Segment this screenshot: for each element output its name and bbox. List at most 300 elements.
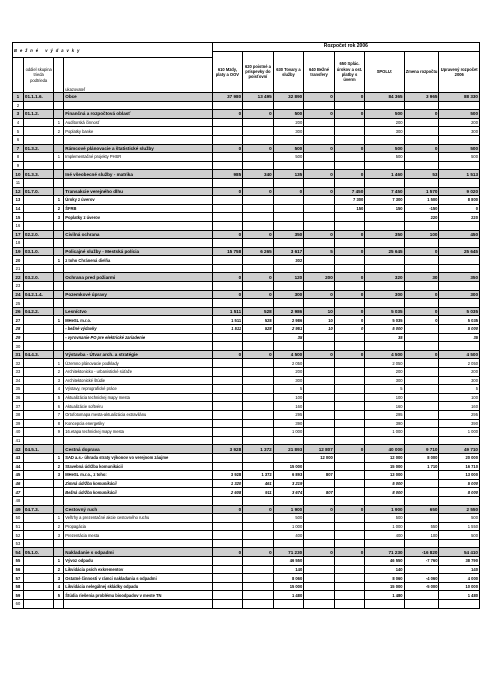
value-zmena: 30 — [404, 273, 439, 282]
value-650 — [334, 221, 365, 230]
value-630: 135 — [273, 170, 304, 179]
value-610: 1 511 — [212, 316, 243, 325]
item-name: Lesníctvo — [64, 307, 212, 316]
value-upraveny: 5 000 — [439, 479, 480, 488]
value-620 — [243, 153, 274, 162]
value-upraveny — [439, 239, 480, 248]
value-630: 15 000 — [273, 582, 304, 591]
value-630 — [273, 239, 304, 248]
value-650 — [334, 565, 365, 574]
value-650 — [334, 539, 365, 548]
value-650 — [334, 557, 365, 566]
item-name: Veľtrhy a prezentačné akcie cestovného ruchu — [64, 514, 212, 523]
value-650 — [334, 531, 365, 540]
value-630 — [273, 600, 304, 609]
value-640 — [304, 282, 335, 291]
value-640 — [304, 514, 335, 523]
value-640 — [304, 565, 335, 574]
value-640: 0 — [304, 350, 335, 359]
section-code — [23, 419, 54, 428]
section-code — [23, 522, 54, 531]
value-zmena: -16 820 — [404, 548, 439, 557]
value-620: 340 — [243, 170, 274, 179]
value-610 — [212, 178, 243, 187]
item-name: Likvidácia psích exkrementov — [64, 565, 212, 574]
value-620 — [243, 410, 274, 419]
value-zmena — [404, 359, 439, 368]
value-zmena: 0 — [404, 316, 439, 325]
table-row — [13, 264, 480, 273]
value-610 — [212, 118, 243, 127]
table-row — [13, 436, 480, 445]
table-row — [13, 325, 480, 334]
item-name: Aktualizácie softvéru — [64, 402, 212, 411]
value-zmena — [404, 402, 439, 411]
value-650 — [334, 376, 365, 385]
value-610 — [212, 282, 243, 291]
table-row — [13, 213, 480, 222]
value-upraveny: 88 330 — [439, 93, 480, 102]
value-620: 1 372 — [243, 471, 274, 480]
value-620 — [243, 574, 274, 583]
value-610: 0 — [212, 290, 243, 299]
value-640: 0 — [304, 290, 335, 299]
value-650 — [334, 239, 365, 248]
value-upraveny: 10 000 — [439, 582, 480, 591]
item-number — [54, 221, 64, 230]
value-650: 0 — [334, 247, 365, 256]
value-630: 500 — [273, 144, 304, 153]
item-number: 3 — [54, 213, 64, 222]
value-spolu: 71 230 — [365, 548, 404, 557]
value-650 — [334, 385, 365, 394]
section-code — [23, 574, 54, 583]
item-number — [54, 496, 64, 505]
col-630-head: 630 Tovary a služby — [273, 51, 304, 92]
row-number: 46 — [13, 479, 24, 488]
row-number: 56 — [13, 565, 24, 574]
table-row — [13, 376, 480, 385]
value-620: 6 265 — [243, 247, 274, 256]
item-number: 1 — [54, 316, 64, 325]
table-row — [13, 514, 480, 523]
value-640 — [304, 410, 335, 419]
value-610 — [212, 299, 243, 308]
value-zmena — [404, 282, 439, 291]
item-name: Pozemkové úpravy — [64, 290, 212, 299]
value-upraveny: 100 — [439, 393, 480, 402]
section-code — [23, 118, 54, 127]
row-number: 57 — [13, 574, 24, 583]
item-number — [54, 135, 64, 144]
value-spolu: 390 — [365, 419, 404, 428]
value-630: 160 — [273, 402, 304, 411]
item-name — [64, 282, 212, 291]
item-number: 2 — [54, 565, 64, 574]
value-spolu: 8 000 — [365, 488, 404, 497]
value-zmena — [404, 135, 439, 144]
table-row — [13, 565, 480, 574]
value-640 — [304, 101, 335, 110]
value-upraveny: 13 000 — [439, 471, 480, 480]
value-630 — [273, 539, 304, 548]
section-code — [23, 239, 54, 248]
value-upraveny — [439, 600, 480, 609]
table-row — [13, 230, 480, 239]
table-row — [13, 221, 480, 230]
value-upraveny — [439, 221, 480, 230]
item-name: Obce — [64, 93, 212, 102]
table-row — [13, 428, 480, 437]
value-610 — [212, 557, 243, 566]
item-number: 3 — [54, 531, 64, 540]
value-610 — [212, 428, 243, 437]
item-number: 1 — [54, 256, 64, 265]
value-spolu: 7 450 — [365, 187, 404, 196]
value-630: 6 893 — [273, 471, 304, 480]
value-640 — [304, 591, 335, 600]
value-610 — [212, 196, 243, 205]
value-640 — [304, 204, 335, 213]
value-zmena — [404, 600, 439, 609]
section-code — [23, 161, 54, 170]
value-610 — [212, 531, 243, 540]
value-640: 200 — [304, 273, 335, 282]
item-number — [54, 479, 64, 488]
value-upraveny: 1 000 — [439, 428, 480, 437]
value-zmena — [404, 514, 439, 523]
value-zmena: 0 — [404, 247, 439, 256]
section-code — [23, 368, 54, 377]
item-name: Ostatné činnosti v rámci nakladania s odpadmi — [64, 574, 212, 583]
row-number: 8 — [13, 153, 24, 162]
item-name: Prezentácia mesta — [64, 531, 212, 540]
value-630: 35 — [273, 333, 304, 342]
item-name — [64, 161, 212, 170]
value-zmena — [404, 488, 439, 497]
item-name: Policajné služby - Mestská polícia — [64, 247, 212, 256]
value-610 — [212, 574, 243, 583]
item-number — [54, 548, 64, 557]
value-610 — [212, 101, 243, 110]
item-number — [54, 539, 64, 548]
value-610: 2 608 — [212, 488, 243, 497]
value-640 — [304, 359, 335, 368]
value-spolu: 1 900 — [365, 505, 404, 514]
value-upraveny: 49 710 — [439, 445, 480, 454]
value-610: 0 — [212, 230, 243, 239]
col-spolu-head: SPOLU: — [365, 51, 404, 92]
value-640 — [304, 419, 335, 428]
value-630 — [273, 196, 304, 205]
item-name: Iné všeobecné služby - matrika — [64, 170, 212, 179]
value-zmena: 9 710 — [404, 445, 439, 454]
row-number: 14 — [13, 204, 24, 213]
value-640 — [304, 479, 335, 488]
value-610 — [212, 462, 243, 471]
item-name: Finančná a rozpočtová oblasť — [64, 110, 212, 119]
value-630: 1 000 — [273, 522, 304, 531]
value-upraveny: 8 000 — [439, 488, 480, 497]
value-spolu: 5 — [365, 385, 404, 394]
table-row — [13, 161, 480, 170]
value-610 — [212, 264, 243, 273]
table-row — [13, 170, 480, 179]
item-name: Koncepcia energetiky — [64, 419, 212, 428]
value-650 — [334, 410, 365, 419]
value-spolu: 46 550 — [365, 557, 404, 566]
row-number: 55 — [13, 557, 24, 566]
item-number: 1 — [54, 196, 64, 205]
value-630: 3 219 — [273, 479, 304, 488]
value-zmena: -7 760 — [404, 557, 439, 566]
item-number: 7 — [54, 410, 64, 419]
value-640 — [304, 428, 335, 437]
value-spolu: 500 — [365, 144, 404, 153]
value-630: 1 900 — [273, 505, 304, 514]
row-number: 36 — [13, 393, 24, 402]
value-620 — [243, 565, 274, 574]
value-upraveny: 295 — [439, 410, 480, 419]
value-650 — [334, 256, 365, 265]
section-code — [23, 582, 54, 591]
value-upraveny: 8 800 — [439, 196, 480, 205]
item-number: 4 — [54, 385, 64, 394]
item-number — [54, 264, 64, 273]
row-number: 38 — [13, 410, 24, 419]
value-640: 0 — [304, 93, 335, 102]
item-name: Nakladanie s odpadmi — [64, 548, 212, 557]
value-zmena — [404, 591, 439, 600]
table-row — [13, 93, 480, 102]
item-name: Rámcové plánovacie a štatistické služby — [64, 144, 212, 153]
row-number: 16 — [13, 221, 24, 230]
value-640 — [304, 462, 335, 471]
section-code — [23, 402, 54, 411]
value-650: 0 — [334, 230, 365, 239]
value-zmena — [404, 299, 439, 308]
table-row — [13, 299, 480, 308]
item-name: Civilná ochrana — [64, 230, 212, 239]
item-name: MHeSL m.r.o., z toho: — [64, 471, 212, 480]
section-code — [23, 299, 54, 308]
value-zmena — [404, 419, 439, 428]
col-620-head: 620 poistné a príspevky do poisťovní — [243, 51, 274, 92]
item-name: Cestovný ruch — [64, 505, 212, 514]
value-upraveny: 140 — [439, 565, 480, 574]
value-upraveny: 300 — [439, 127, 480, 136]
table-row — [13, 496, 480, 505]
value-upraveny: 20 000 — [439, 453, 480, 462]
item-name: Poplatky banke — [64, 127, 212, 136]
item-number: 5 — [54, 393, 64, 402]
value-650 — [334, 453, 365, 462]
value-640 — [304, 118, 335, 127]
table-row — [13, 204, 480, 213]
item-name — [64, 264, 212, 273]
item-number — [54, 445, 64, 454]
table-row — [13, 153, 480, 162]
value-spolu — [365, 496, 404, 505]
value-zmena: -150 — [404, 204, 439, 213]
value-640 — [304, 264, 335, 273]
table-row — [13, 522, 480, 531]
row-number: 19 — [13, 247, 24, 256]
budget-table — [12, 42, 480, 609]
value-630: 500 — [273, 514, 304, 523]
value-620: 0 — [243, 230, 274, 239]
item-number — [54, 299, 64, 308]
item-number — [54, 170, 64, 179]
section-code — [23, 600, 54, 609]
value-spolu — [365, 221, 404, 230]
value-620 — [243, 135, 274, 144]
value-spolu: 8 060 — [365, 574, 404, 583]
item-number — [54, 101, 64, 110]
section-code — [23, 539, 54, 548]
item-name: Cestná doprava — [64, 445, 212, 454]
table-row — [13, 350, 480, 359]
value-640 — [304, 178, 335, 187]
item-number — [54, 187, 64, 196]
value-650 — [334, 368, 365, 377]
table-row — [13, 256, 480, 265]
value-620 — [243, 127, 274, 136]
value-650: 7 450 — [334, 187, 365, 196]
value-spolu: 500 — [365, 514, 404, 523]
value-zmena: 100 — [404, 531, 439, 540]
value-610 — [212, 342, 243, 351]
item-name: Výstavba - Útvar arch. a stratégie — [64, 350, 212, 359]
row-number: 53 — [13, 539, 24, 548]
item-number — [54, 282, 64, 291]
value-spolu: 35 — [365, 333, 404, 342]
value-630 — [273, 101, 304, 110]
value-spolu: 200 — [365, 118, 404, 127]
section-code — [23, 591, 54, 600]
row-number: 6 — [13, 135, 24, 144]
table-row — [13, 591, 480, 600]
value-upraveny: 4 000 — [439, 574, 480, 583]
section-code: 04.4.3. — [23, 350, 54, 359]
item-number — [54, 93, 64, 102]
value-spolu: 1 000 — [365, 522, 404, 531]
value-zmena: 3 965 — [404, 93, 439, 102]
row-number: 47 — [13, 488, 24, 497]
value-630: 120 — [273, 273, 304, 282]
value-610 — [212, 496, 243, 505]
value-upraveny — [439, 496, 480, 505]
item-name: Propagácia — [64, 522, 212, 531]
section-code — [23, 196, 54, 205]
table-row — [13, 282, 480, 291]
value-620 — [243, 531, 274, 540]
section-code — [23, 333, 54, 342]
value-spolu: 5 000 — [365, 325, 404, 334]
row-number: 52 — [13, 531, 24, 540]
value-620: 461 — [243, 479, 274, 488]
value-630: 200 — [273, 368, 304, 377]
row-number: 42 — [13, 445, 24, 454]
value-zmena: 1 710 — [404, 462, 439, 471]
value-640 — [304, 368, 335, 377]
section-code: 01.3.3. — [23, 170, 54, 179]
value-upraveny: 5 035 — [439, 316, 480, 325]
value-640 — [304, 127, 335, 136]
section-code — [23, 256, 54, 265]
value-upraveny: 4 500 — [439, 350, 480, 359]
value-zmena: 0 — [404, 144, 439, 153]
value-610: 0 — [212, 144, 243, 153]
section-code — [23, 359, 54, 368]
row-number: 24 — [13, 290, 24, 299]
value-630: 71 230 — [273, 548, 304, 557]
value-650 — [334, 299, 365, 308]
section-code — [23, 135, 54, 144]
item-name — [64, 178, 212, 187]
value-630: 21 893 — [273, 445, 304, 454]
value-650 — [334, 479, 365, 488]
value-620 — [243, 118, 274, 127]
row-number: 58 — [13, 582, 24, 591]
row-number: 49 — [13, 505, 24, 514]
value-spolu: 2 050 — [365, 359, 404, 368]
value-640 — [304, 153, 335, 162]
item-number — [54, 144, 64, 153]
table-row — [13, 479, 480, 488]
item-name: MHeSL m.r.o. — [64, 316, 212, 325]
value-640 — [304, 436, 335, 445]
section-code — [23, 471, 54, 480]
value-630: 300 — [273, 376, 304, 385]
value-zmena — [404, 239, 439, 248]
value-620 — [243, 264, 274, 273]
value-650 — [334, 471, 365, 480]
value-650: 0 — [334, 273, 365, 282]
col-zmena-head: Zmena rozpočtu — [404, 51, 439, 92]
section-code: 04.5.1. — [23, 445, 54, 454]
item-number — [54, 273, 64, 282]
item-number: 2 — [54, 522, 64, 531]
value-zmena — [404, 264, 439, 273]
table-row — [13, 600, 480, 609]
value-640: 0 — [304, 230, 335, 239]
value-630: 4 500 — [273, 350, 304, 359]
value-610 — [212, 153, 243, 162]
value-640: 10 — [304, 307, 335, 316]
value-640: 10 — [304, 316, 335, 325]
table-row — [13, 359, 480, 368]
value-zmena — [404, 471, 439, 480]
item-name: SAD a.s.- úhrada straty výkonov vo verejnom záujme — [64, 453, 212, 462]
value-upraveny: 35 — [439, 333, 480, 342]
value-upraveny: 500 — [439, 531, 480, 540]
section-code — [23, 496, 54, 505]
value-zmena — [404, 565, 439, 574]
row-number: 40 — [13, 428, 24, 437]
value-upraveny: 220 — [439, 213, 480, 222]
value-spolu: 13 000 — [365, 471, 404, 480]
value-650 — [334, 178, 365, 187]
value-upraveny — [439, 178, 480, 187]
table-row — [13, 273, 480, 282]
value-upraveny — [439, 264, 480, 273]
value-upraveny: 2 550 — [439, 505, 480, 514]
value-630: 100 — [273, 393, 304, 402]
row-number: 44 — [13, 462, 24, 471]
value-spolu: 84 365 — [365, 93, 404, 102]
row-number: 4 — [13, 118, 24, 127]
